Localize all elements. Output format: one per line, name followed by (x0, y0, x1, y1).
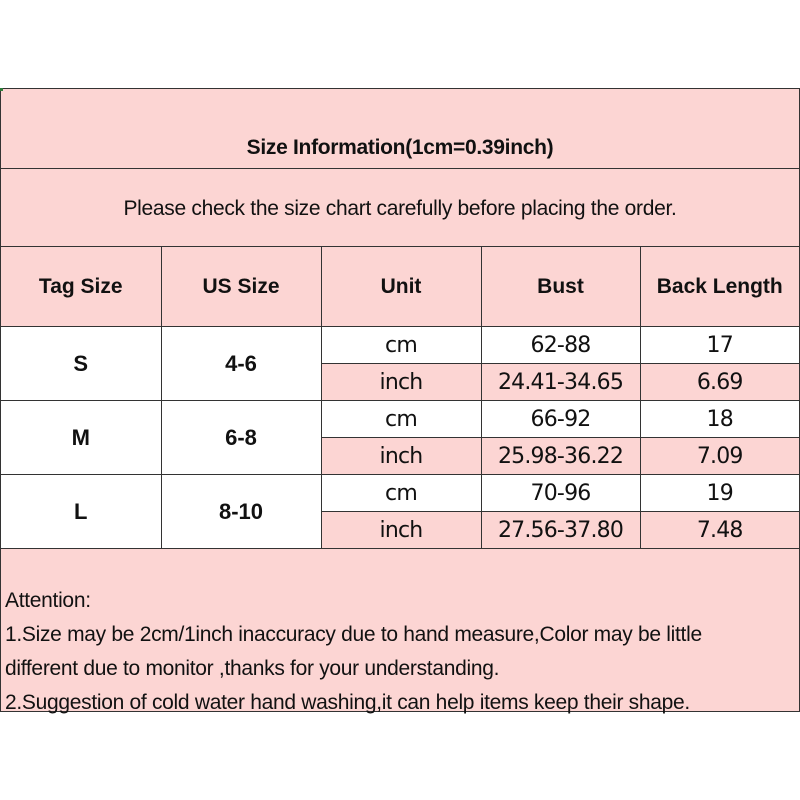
bust-cell: 25.98-36.22 (481, 438, 640, 475)
tag-size-cell: L (1, 475, 161, 549)
attention-heading: Attention: (5, 589, 91, 612)
back-length-cell: 7.09 (640, 438, 799, 475)
corner-marker (0, 88, 3, 91)
header-us-size: US Size (161, 247, 321, 327)
unit-cell: cm (321, 327, 481, 364)
notice-row (1, 169, 799, 247)
back-length-cell: 7.48 (640, 512, 799, 549)
header-tag-size: Tag Size (1, 247, 161, 327)
size-table (1, 247, 799, 549)
attention-line-3: 2.Suggestion of cold water hand washing,it can help items keep their shape. (5, 691, 690, 714)
bust-cell: 62-88 (481, 327, 640, 364)
unit-cell: inch (321, 438, 481, 475)
back-length-cell: 17 (640, 327, 799, 364)
us-size-cell: 4-6 (161, 327, 321, 401)
size-chart (0, 88, 800, 712)
header-back-length: Back Length (640, 247, 799, 327)
attention-line-2: different due to monitor ,thanks for your understanding. (5, 657, 500, 680)
unit-cell: cm (321, 401, 481, 438)
table-row (1, 327, 799, 364)
back-length-cell: 19 (640, 475, 799, 512)
header-row (1, 247, 799, 327)
notice-text: Please check the size chart carefully before placing the order. (123, 197, 677, 220)
bust-cell: 70-96 (481, 475, 640, 512)
tag-size-cell: S (1, 327, 161, 401)
us-size-cell: 8-10 (161, 475, 321, 549)
table-row (1, 401, 799, 438)
unit-cell: cm (321, 475, 481, 512)
unit-cell: inch (321, 512, 481, 549)
bust-cell: 66-92 (481, 401, 640, 438)
attention-notes (1, 576, 799, 714)
back-length-cell: 18 (640, 401, 799, 438)
bust-cell: 27.56-37.80 (481, 512, 640, 549)
us-size-cell: 6-8 (161, 401, 321, 475)
bust-cell: 24.41-34.65 (481, 364, 640, 401)
header-unit: Unit (321, 247, 481, 327)
unit-cell: inch (321, 364, 481, 401)
attention-line-1: 1.Size may be 2cm/1inch inaccuracy due to hand measure,Color may be little (5, 623, 702, 646)
header-bust: Bust (481, 247, 640, 327)
back-length-cell: 6.69 (640, 364, 799, 401)
chart-title: Size Information(1cm=0.39inch) (246, 136, 554, 159)
tag-size-cell: M (1, 401, 161, 475)
title-row (1, 89, 799, 169)
table-row (1, 475, 799, 512)
